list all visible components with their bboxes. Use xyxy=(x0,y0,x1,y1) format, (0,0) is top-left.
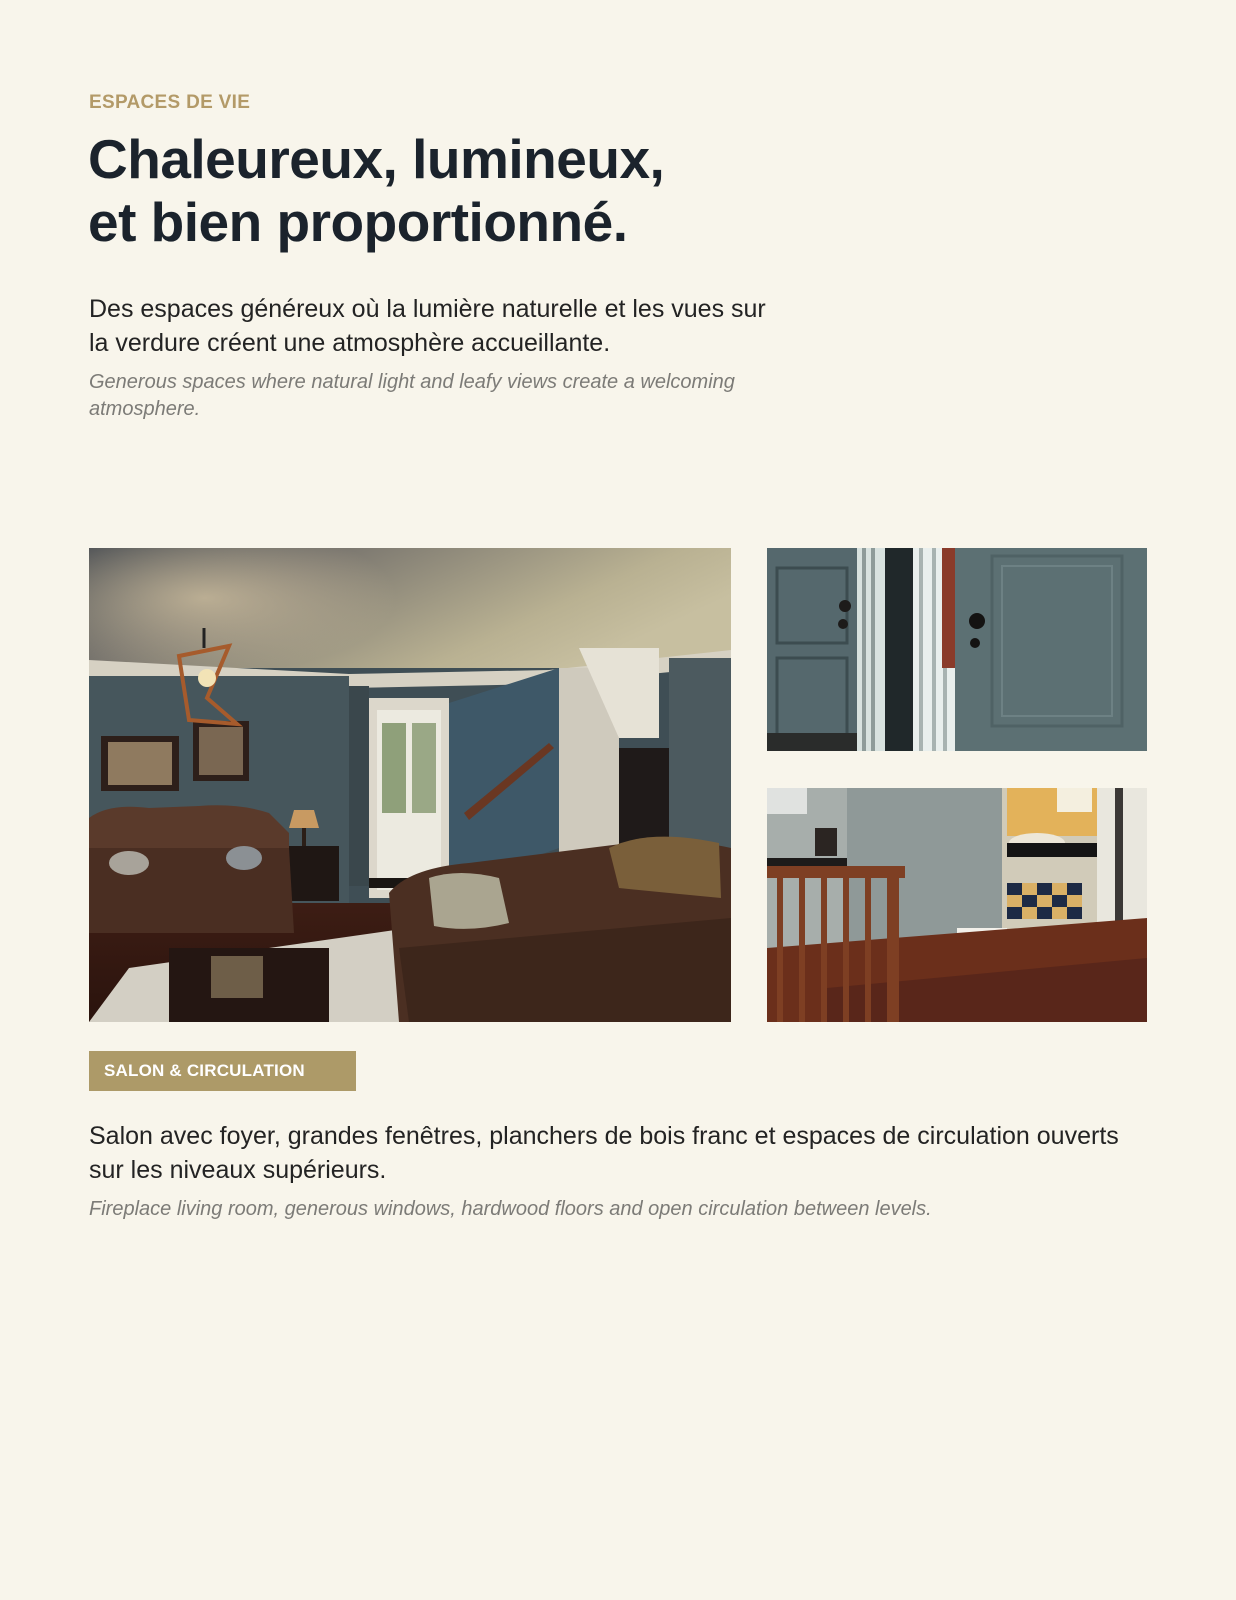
intro-text-fr: Des espaces généreux où la lumière naturelle et les vues sur la verdure créent une atmosphère accueillante. xyxy=(89,295,766,357)
stair-hallway-photo xyxy=(767,788,1147,1022)
headline-line-1: Chaleureux, lumineux, xyxy=(88,128,665,190)
entry-door-photo xyxy=(767,548,1147,751)
caption-text-fr: Salon avec foyer, grandes fenêtres, planchers de bois franc et espaces de circulation ouverts sur les niveaux supérieurs. xyxy=(89,1122,1119,1184)
headline-line-2: et bien proportionné. xyxy=(88,191,628,253)
intro-text-en: Generous spaces where natural light and leafy views create a welcoming atmosphere. xyxy=(89,371,735,420)
section-eyebrow: ESPACES DE VIE xyxy=(89,92,251,113)
living-room-photo xyxy=(89,548,731,1022)
page-headline xyxy=(88,128,888,254)
caption-text-en: Fireplace living room, generous windows, hardwood floors and open circulation between levels. xyxy=(89,1198,932,1220)
section-tag: SALON & CIRCULATION xyxy=(89,1051,356,1091)
